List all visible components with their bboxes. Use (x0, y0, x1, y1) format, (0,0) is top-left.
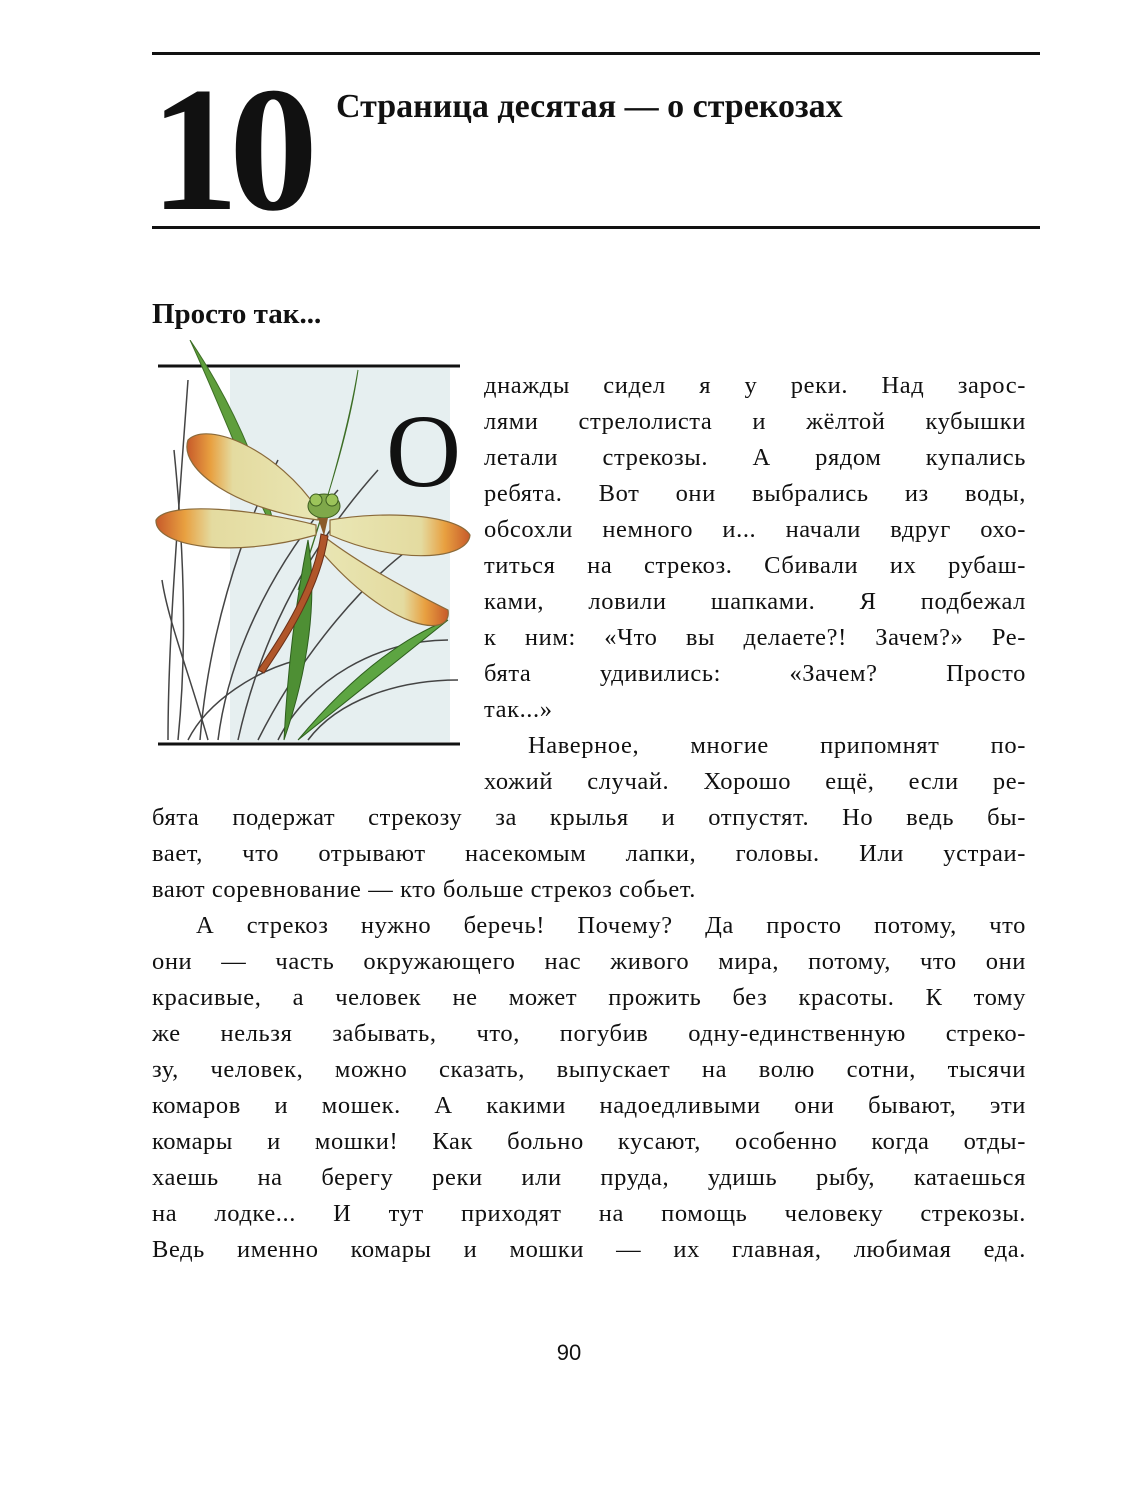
text-line: к ним: «Что вы делаете?! Зачем?» Ре- (484, 624, 1026, 651)
section-title: Просто так... (152, 298, 322, 330)
text-line: А стрекоз нужно беречь! Почему? Да просто потому, что (196, 912, 1026, 939)
text-line: бята подержат стрекозу за крылья и отпустят. Но ведь бы- (152, 804, 1026, 831)
text-line: ками, ловили шапками. Я подбежал (484, 588, 1026, 615)
text-line: вают соревнование — кто больше стрекоз собьет. (152, 876, 697, 903)
text-line: летали стрекозы. А рядом купались (484, 444, 1026, 471)
text-line: хаешь на берегу реки или пруда, удишь рыбу, катаешься (152, 1164, 1026, 1191)
text-line: Наверное, многие припомнят по- (528, 732, 1026, 759)
text-line: днажды сидел я у реки. Над зарос- (484, 372, 1026, 399)
text-line: зу, человек, можно сказать, выпускает на волю сотни, тысячи (152, 1056, 1026, 1083)
page-number: 90 (556, 1340, 582, 1365)
chapter-title: Страница десятая — о стрекозах (336, 88, 843, 125)
chapter-number: 10 (150, 50, 308, 248)
text-line: они — часть окружающего нас живого мира, потому, что они (152, 948, 1026, 975)
drop-cap: О (386, 394, 462, 509)
text-line: ребята. Вот они выбрались из воды, (484, 480, 1026, 507)
text-line: комаров и мошек. А какими надоедливыми они бывают, эти (152, 1092, 1026, 1119)
text-line: на лодке... И тут приходят на помощь человеку стрекозы. (152, 1200, 1026, 1227)
text-line: бята удивились: «Зачем? Просто (484, 660, 1026, 687)
text-line: так...» (484, 696, 553, 723)
text-line: обсохли немного и... начали вдруг охо- (484, 516, 1026, 543)
text-line: лями стрелолиста и жёлтой кубышки (484, 408, 1026, 435)
text-line: вает, что отрывают насекомым лапки, головы. Или устраи- (152, 840, 1026, 867)
text-line: красивые, а человек не может прожить без красоты. К тому (152, 984, 1026, 1011)
text-line: же нельзя забывать, что, погубив одну-единственную стреко- (152, 1020, 1026, 1047)
text-line: хожий случай. Хорошо ещё, если ре- (484, 768, 1026, 795)
text-line: комары и мошки! Как больно кусают, особенно когда отды- (152, 1128, 1026, 1155)
text-line: Ведь именно комары и мошки — их главная, любимая еда. (152, 1236, 1026, 1263)
header-bottom-rule (152, 226, 1040, 229)
text-line: титься на стрекоз. Сбивали их рубаш- (484, 552, 1026, 579)
